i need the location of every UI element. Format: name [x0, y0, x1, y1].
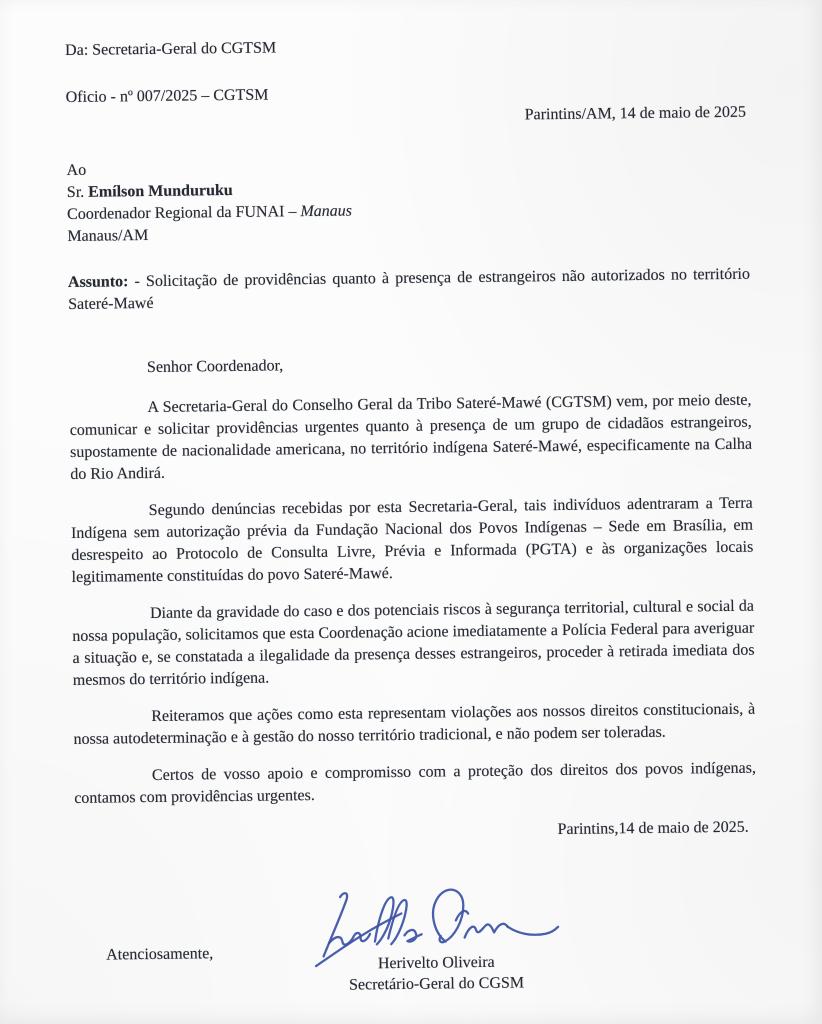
signature-block	[290, 881, 581, 997]
recipient-block	[66, 152, 749, 248]
recipient-name: Emílson Munduruku	[88, 181, 233, 201]
signer-title: Secretário-Geral do CGSM	[348, 974, 525, 994]
reference-number-line: Oficio - nº 007/2025 – CGTSM	[65, 86, 269, 106]
body-paragraph: A Secretaria-Geral do Conselho Geral da Tribo Sateré-Mawé (CGTSM) vem, por meio deste, comunicar e solicitar providências urgentes quanto à presença de um grupo de cidadãos estrangeiros, supostamente de nacionalidade americana, no território indígena Sateré-Mawé, especificamente na Calha do Rio Andirá.	[69, 391, 753, 483]
recipient-to: Ao	[66, 161, 87, 179]
place-date-bottom: Parintins,14 de maio de 2025.	[557, 818, 749, 839]
greeting-line: Senhor Coordenador,	[146, 357, 284, 377]
closing-block	[75, 879, 759, 1024]
body-paragraph: Reiteramos que ações como esta representam violações aos nossos direitos constitucionais, à nossa autodeterminação e à gestão do nosso território tradicional, e não podem ser toleradas.	[73, 700, 756, 748]
from-line: Da: Secretaria-Geral do CGTSM	[65, 39, 277, 59]
body-paragraph: Segundo denúncias recebidas por esta Secretaria-Geral, tais indivíduos adentraram a Terra Indígena sem autorização prévia da Fundação Nacional dos Povos Indígenas – Sede em Brasília, em desrespeito ao Protocolo de Consulta Livre, Prévia e Informada (PGTA) e às organizações locais legitimamente constituídas do povo Sateré-Mawé.	[70, 494, 754, 586]
body-paragraph: Certos de vosso apoio e compromisso com a proteção dos direitos dos povos indígenas, contamos com providências urgentes.	[74, 759, 757, 807]
place-date-top: Parintins/AM, 14 de maio de 2025	[524, 103, 747, 124]
recipient-role: Coordenador Regional da FUNAI –	[67, 203, 301, 223]
closing-word: Atenciosamente,	[106, 945, 214, 964]
subject-label: Assunto:	[67, 273, 129, 291]
letter-content	[65, 32, 759, 1024]
subject-line	[68, 264, 750, 316]
letter-body	[69, 390, 756, 810]
subject-text: - Solicitação de providências quanto à presença de estrangeiros não autorizados no território Sateré-Mawé	[68, 265, 751, 313]
recipient-role-city: Manaus	[300, 202, 353, 221]
recipient-city: Manaus/AM	[67, 226, 149, 245]
signer-name: Herivelto Oliveira	[377, 953, 495, 973]
body-paragraph: Diante da gravidade do caso e dos potenciais riscos à segurança territorial, cultural e social da nossa população, solicitamos que esta Coordenação acione imediatamente a Polícia Federal para averiguar a situação e, se constatada a ilegalidade da presença desses estrangeiros, proceder à retirada imediata dos mesmos do território indígena.	[72, 597, 755, 689]
recipient-salutation: Sr.	[66, 183, 89, 201]
